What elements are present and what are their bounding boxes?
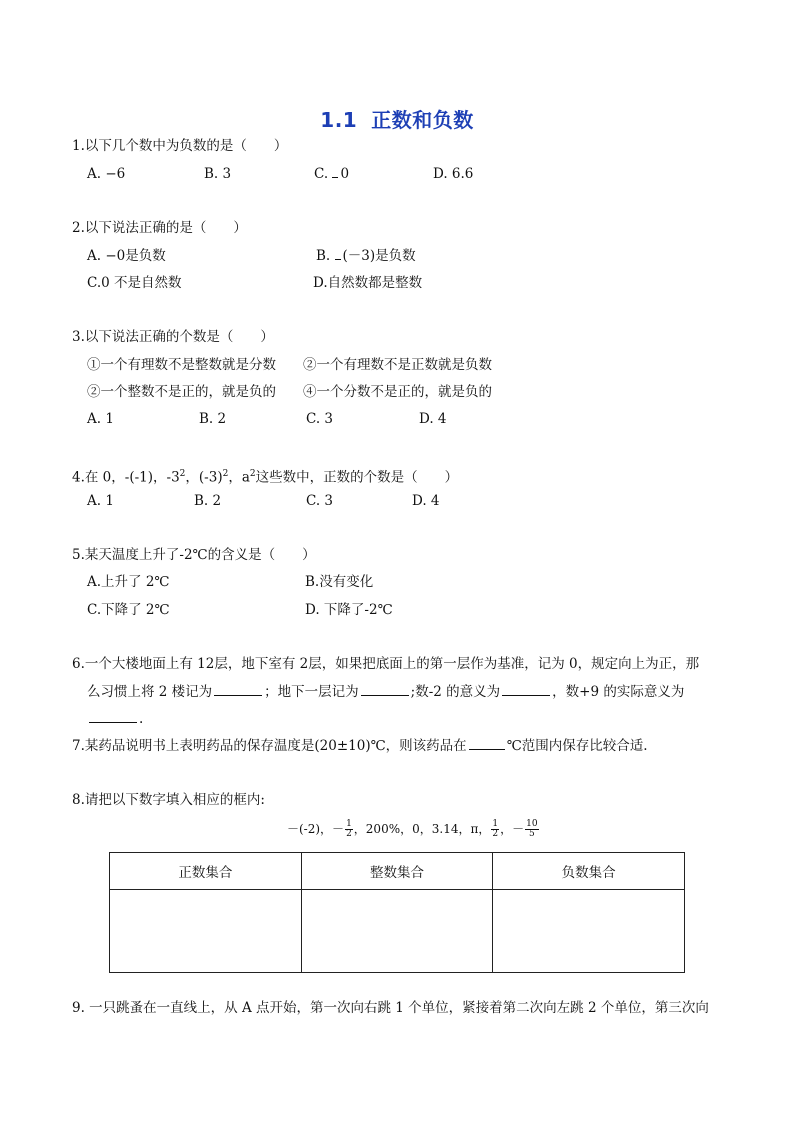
q1-option-b: B. 3 bbox=[204, 166, 232, 182]
q3-option-b: B. 2 bbox=[199, 411, 227, 427]
q2-option-c: C.0 不是自然数 bbox=[87, 275, 182, 291]
answer-blank[interactable] bbox=[469, 736, 505, 750]
q4-stem-part: ，(-3) bbox=[185, 469, 223, 486]
fraction bbox=[345, 820, 353, 839]
q6-line-1: 6.一个大楼地面上有 12层，地下室有 2层，如果把底面上的第一层作为基准，记为 0，规定向上为正，那 bbox=[72, 656, 700, 672]
q6-text: 么习惯上将 2 楼记为 bbox=[87, 684, 213, 700]
q3-statement-4: ④一个分数不是正的，就是负的 bbox=[303, 384, 492, 400]
answer-blank[interactable] bbox=[89, 709, 137, 723]
q4-option-c: C. 3 bbox=[306, 493, 334, 509]
q5-option-b: B.没有变化 bbox=[305, 574, 374, 590]
q7-stem bbox=[72, 736, 648, 755]
q4-option-d: D. 4 bbox=[412, 493, 440, 509]
q4-option-b: B. 2 bbox=[194, 493, 222, 509]
q4-stem-part: 4.在 0，-(-1)，-3 bbox=[72, 469, 180, 486]
q2-option-b-prefix: B. bbox=[316, 248, 331, 264]
q1-option-a: A. −6 bbox=[87, 166, 126, 182]
denominator: 2 bbox=[492, 829, 499, 839]
q6-line-3 bbox=[87, 709, 143, 728]
blank-mark bbox=[332, 167, 338, 178]
header-integer-set: 整数集合 bbox=[301, 853, 493, 890]
section-number: 1.1 bbox=[320, 108, 358, 132]
q4-stem-part: ，a bbox=[228, 469, 250, 486]
q7-text: ℃范围内保存比较合适. bbox=[506, 738, 648, 754]
header-positive-set: 正数集合 bbox=[110, 853, 302, 890]
q3-option-d: D. 4 bbox=[419, 411, 447, 427]
page-title bbox=[0, 104, 794, 133]
fraction bbox=[491, 820, 499, 839]
q1-stem: 1.以下几个数中为负数的是（ ） bbox=[72, 138, 288, 154]
q4-stem-part: 这些数中，正数的个数是（ ） bbox=[255, 469, 459, 486]
positive-set-cell[interactable] bbox=[110, 890, 302, 973]
q1-option-c bbox=[314, 165, 349, 183]
q5-option-a: A.上升了 2℃ bbox=[87, 574, 170, 590]
q3-stem: 3.以下说法正确的个数是（ ） bbox=[72, 329, 274, 345]
exponent: 2 bbox=[249, 469, 256, 479]
numerator: 10 bbox=[526, 819, 538, 829]
sets-table bbox=[109, 852, 685, 973]
integer-set-cell[interactable] bbox=[301, 890, 493, 973]
q3-option-a: A. 1 bbox=[87, 411, 114, 427]
q2-option-b bbox=[316, 247, 416, 265]
table-row bbox=[110, 890, 685, 973]
q4-stem bbox=[72, 465, 458, 487]
q8-stem: 8.请把以下数字填入相应的框内: bbox=[72, 792, 265, 808]
q2-option-d: D.自然数都是整数 bbox=[313, 275, 423, 291]
q9-line-1: 9. 一只跳蚤在一直线上，从 A 点开始，第一次向右跳 1 个单位，紧接着第二次向左跳 2 个单位，第三次向 bbox=[72, 1000, 709, 1016]
answer-blank[interactable] bbox=[214, 682, 262, 696]
denominator: 2 bbox=[346, 829, 352, 839]
q2-stem: 2.以下说法正确的是（ ） bbox=[72, 220, 247, 236]
q5-stem: 5.某天温度上升了-2℃的含义是（ ） bbox=[72, 547, 316, 563]
table-header-row bbox=[110, 853, 685, 890]
q6-line-2 bbox=[87, 682, 684, 701]
q8-numbers bbox=[287, 820, 540, 839]
q1-option-c-prefix: C. bbox=[314, 166, 329, 182]
exponent: 2 bbox=[222, 469, 229, 479]
fraction bbox=[525, 820, 538, 839]
q6-text: ；地下一层记为 bbox=[264, 684, 359, 700]
q8-text: ，200%，0，3.14，π， bbox=[353, 822, 491, 836]
q6-text: . bbox=[139, 711, 144, 727]
q1-option-d: D. 6.6 bbox=[433, 166, 474, 182]
q8-text: －(-2)，－ bbox=[287, 822, 345, 836]
numerator: 1 bbox=[346, 819, 352, 829]
q3-option-c: C. 3 bbox=[306, 411, 334, 427]
q7-text: 7.某药品说明书上表明药品的保存温度是(20±10)℃，则该药品在 bbox=[72, 738, 467, 754]
q3-statement-2: ②一个有理数不是正数就是负数 bbox=[303, 357, 492, 373]
q8-text: ，－ bbox=[500, 822, 525, 836]
negative-set-cell[interactable] bbox=[493, 890, 685, 973]
q6-text: ;数-2 的意义为 bbox=[410, 684, 501, 700]
blank-mark bbox=[335, 249, 341, 260]
header-negative-set: 负数集合 bbox=[493, 853, 685, 890]
section-title: 正数和负数 bbox=[371, 108, 474, 132]
q5-option-c: C.下降了 2℃ bbox=[87, 602, 170, 618]
q5-option-d: D. 下降了-2℃ bbox=[305, 602, 393, 618]
q2-option-a: A. −0是负数 bbox=[87, 248, 166, 264]
q4-option-a: A. 1 bbox=[87, 493, 114, 509]
q3-statement-3: ②一个整数不是正的，就是负的 bbox=[87, 384, 276, 400]
denominator: 5 bbox=[528, 829, 535, 839]
numerator: 1 bbox=[492, 819, 499, 829]
exponent: 2 bbox=[179, 469, 186, 479]
q6-text: ，数+9 的实际意义为 bbox=[552, 684, 685, 700]
q2-option-b-value: (－3)是负数 bbox=[342, 248, 416, 264]
answer-blank[interactable] bbox=[502, 682, 550, 696]
q1-option-c-value: 0 bbox=[340, 166, 350, 182]
q3-statement-1: ①一个有理数不是整数就是分数 bbox=[87, 357, 276, 373]
answer-blank[interactable] bbox=[361, 682, 409, 696]
